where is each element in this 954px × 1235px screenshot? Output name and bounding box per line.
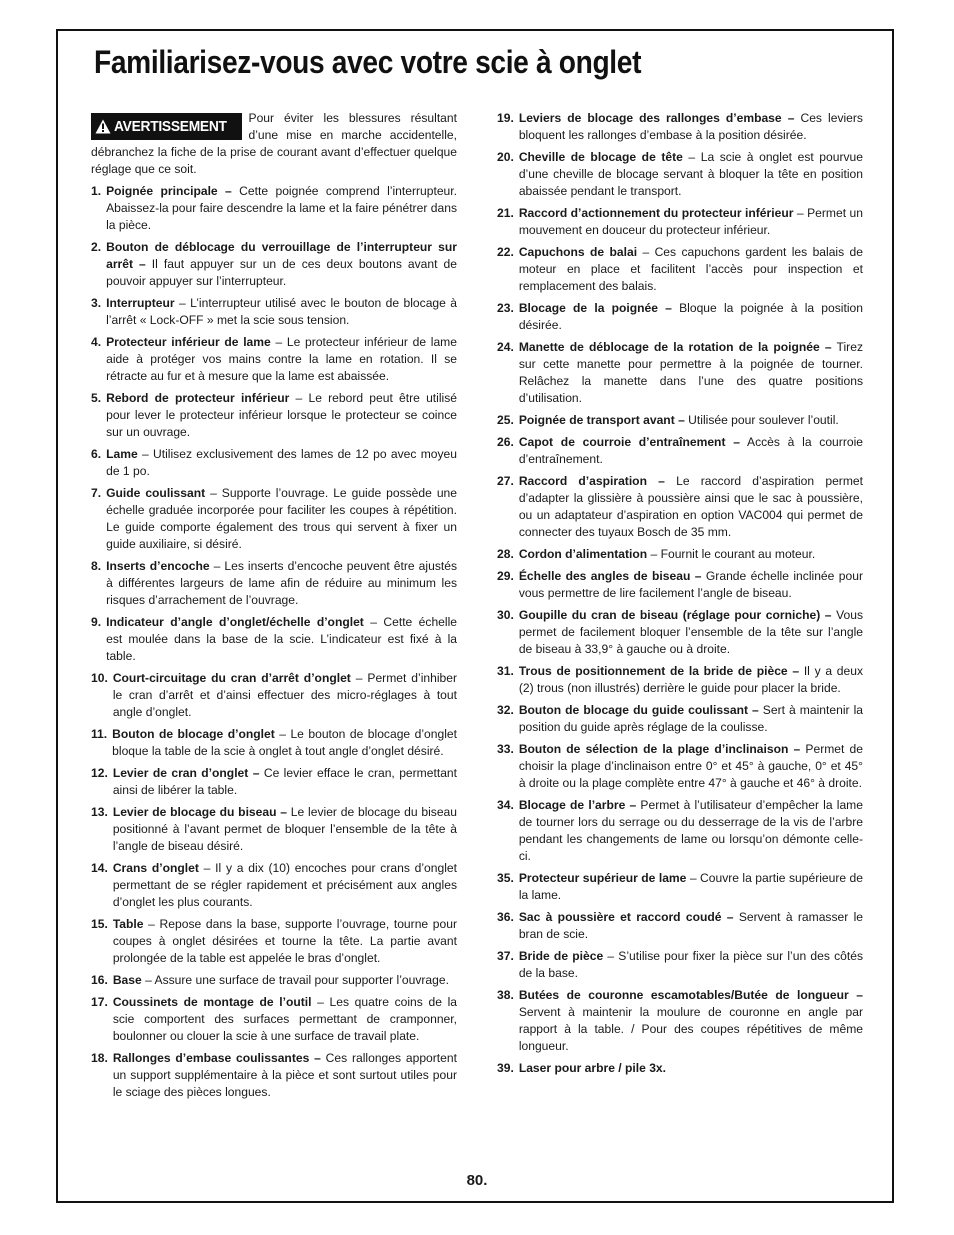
item-body [106,485,457,553]
parts-list-right [497,110,863,1077]
item-description: Bloque la poignée à la position désirée. [518,301,863,332]
parts-list-item [497,300,863,334]
item-body [106,295,457,329]
item-body [113,1050,457,1101]
item-term: Coussinets de montage de l’outil [112,995,312,1009]
item-number: 35. [497,871,514,885]
item-term: Rallonges d’embase coulissantes – [112,1051,321,1065]
item-body [519,244,863,295]
item-term: Protecteur inférieur de lame [106,335,271,349]
parts-list-item [497,149,863,200]
item-term: Bouton de blocage d’onglet [112,727,275,741]
item-term: Butées de couronne escamotables/Butée de longueur – [518,988,863,1002]
item-description: Le levier de blocage du biseau positionné à l’avant permet de bloquer l’ensemble de la tête à l’angle de biseau désiré. [112,805,457,853]
item-number: 3. [91,296,102,310]
item-description: – Les quatre coins de la scie comportent des surfaces permettant de cramponner, boulonner ou clouer la scie à une surface de travail plate. [112,995,457,1043]
item-number: 32. [497,703,514,717]
item-term: Capuchons de balai [518,245,638,259]
warning-badge-label: AVERTISSEMENT [114,118,227,135]
parts-list-item [497,797,863,865]
item-term: Rebord de protecteur inférieur [106,391,290,405]
item-number: 10. [91,671,108,685]
item-number: 18. [91,1051,108,1065]
parts-list-item [91,972,457,989]
item-description: – Repose dans la base, supporte l’ouvrage, tourne pour coupes à onglet désirées et tourne la tête. La partie avant prolongée de la table est appelée le bras d’onglet. [112,917,457,965]
parts-list-item [91,1050,457,1101]
item-term: Lame [106,447,138,461]
warning-paragraph [91,110,457,178]
parts-list-item [91,726,457,760]
item-body [106,390,457,441]
item-term: Blocage de l’arbre – [518,798,637,812]
item-body [113,994,457,1045]
item-description: Vous permet de facilement bloquer l’ensemble de la tête sur l’angle de biseau à 33,9° à gauche ou à droite. [518,608,863,656]
item-number: 17. [91,995,108,1009]
item-term: Bride de pièce [518,949,604,963]
item-description: Permet de choisir la plage d’inclinaison entre 0° et 45° à gauche, 0° et 45° à droite ou la plage complète entre 47° à gauche et 46° à droite. [518,742,864,790]
parts-list-item [497,412,863,429]
item-number: 19. [497,111,514,125]
item-number: 22. [497,245,514,259]
item-number: 39. [497,1061,514,1075]
item-body [519,300,863,334]
item-description: Grande échelle inclinée pour vous permettre de lire facilement l’angle de biseau. [518,569,863,600]
warning-badge [91,113,242,140]
parts-list-item [497,987,863,1055]
parts-list-item [497,244,863,295]
item-body [519,797,863,865]
parts-list-item [497,663,863,697]
parts-list-item [497,339,863,407]
item-description: – L’interrupteur utilisé avec le bouton de blocage à l’arrêt « Lock-OFF » met la scie sous tension. [106,296,457,327]
item-number: 26. [497,435,514,449]
item-term: Échelle des angles de biseau – [518,569,702,583]
item-description: Le raccord d’aspiration permet d’adapter la glissière à poussière ainsi que le sac à poussière, ou un adaptateur d’aspiration en option VAC004 qui permet de connecter des tuyaux Bosch de 35 mm. [518,474,863,539]
item-description: Il faut appuyer sur un de ces deux boutons avant de pouvoir appuyer sur l’interrupteur. [106,257,457,288]
item-description: Ces leviers bloquent les rallonges d’embase à la position désirée. [518,111,863,142]
parts-list-item [497,473,863,541]
item-body [519,473,863,541]
item-body [519,741,863,792]
item-number: 21. [497,206,514,220]
item-description: – Le protecteur inférieur de lame aide à protéger vos mains contre la lame en rotation. Il se rétracte au fur et à mesure que la lame est abaissée. [106,335,457,383]
item-description: – Les inserts d’encoche peuvent être ajustés à différentes largeurs de lame afin de réduire au minimum les risques d’arrachement de l’ouvrage. [106,559,457,607]
item-number: 38. [497,988,514,1002]
item-description: – Couvre la partie supérieure de la lame. [518,871,863,902]
parts-list-item [91,916,457,967]
parts-list-item [497,870,863,904]
item-body [106,239,457,290]
item-description: – Fournit le courant au moteur. [647,547,816,561]
item-description: – Permet d’inhiber le cran d’arrêt et d’ainsi effectuer des micro-réglages à tout angle d’onglet. [112,671,457,719]
item-description: – Cette échelle est moulée dans la base de la scie. L’indicateur est fixé à la table. [106,615,457,663]
parts-list-item [91,183,457,234]
item-body [113,860,457,911]
item-term: Trous de positionnement de la bride de pièce – [518,664,800,678]
item-description: – La scie à onglet est pourvue d’une cheville de blocage servant à bloquer la tête en position abaissée pendant le transport. [518,150,863,198]
item-body [106,334,457,385]
item-number: 34. [497,798,514,812]
item-body [519,702,863,736]
parts-list-item [91,485,457,553]
item-description: – Permet un mouvement en douceur du protecteur inférieur. [518,206,863,237]
item-number: 33. [497,742,514,756]
item-description: – Le rebord peut être utilisé pour lever le protecteur inférieur lorsque le protecteur se coince sur un ouvrage. [106,391,457,439]
item-number: 8. [91,559,102,573]
item-description: Permet à l’utilisateur d’empêcher la lame de tourner lors du serrage ou du desserrage de la vis de l’arbre pendant les changements de lame ou lorsqu’on démonte celle-ci. [518,798,863,863]
parts-list-item [497,110,863,144]
item-description: Il y a deux (2) trous (non illustrés) derrière le guide pour placer la bride. [518,664,863,695]
item-term: Bouton de sélection de la plage d’inclinaison – [518,742,801,756]
item-term: Cheville de blocage de tête [518,150,683,164]
item-number: 13. [91,805,108,819]
parts-list-item [91,390,457,441]
item-description: – S’utilise pour fixer la pièce sur l’un des côtés de la base. [518,949,863,980]
item-description: – Utilisez exclusivement des lames de 12 po avec moyeu de 1 po. [106,447,457,478]
item-number: 7. [91,486,102,500]
page-title: Familiarisez-vous avec votre scie à onglet [94,44,642,80]
item-description: – Il y a dix (10) encoches pour crans d’onglet permettant de se régler rapidement et précisément aux angles d’onglet les plus courants. [112,861,457,909]
item-number: 1. [91,184,102,198]
item-term: Court-circuitage du cran d’arrêt d’onglet [112,671,351,685]
item-description: – Supporte l’ouvrage. Le guide possède une échelle graduée incorporée pour faciliter les coupes à répétition. Le guide comporte également des trous qui servent à fixer un guide auxiliaire, si désiré. [106,486,457,551]
item-description: – Assure une surface de travail pour supporter l’ouvrage. [141,973,449,987]
parts-list-item [497,741,863,792]
item-number: 24. [497,340,514,354]
item-number: 25. [497,413,514,427]
item-body [106,183,457,234]
parts-list-item [497,434,863,468]
item-number: 28. [497,547,514,561]
parts-list-item [497,1060,863,1077]
item-term: Levier de cran d’onglet – [112,766,260,780]
item-term: Manette de déblocage de la rotation de la poignée – [518,340,832,354]
item-number: 37. [497,949,514,963]
item-body [112,726,457,760]
item-number: 4. [91,335,102,349]
item-number: 29. [497,569,514,583]
item-number: 12. [91,766,108,780]
item-term: Base [112,973,142,987]
item-description: Cette poignée comprend l’interrupteur. Abaissez-la pour faire descendre la lame et la faire pénétrer dans la pièce. [106,184,457,232]
item-description: Accès à la courroie d’entraînement. [518,435,863,466]
item-body [519,546,863,563]
item-body [113,972,457,989]
item-number: 20. [497,150,514,164]
item-description: Servent à maintenir la moulure de couronne en angle par rapport à la table. / Pour des coupes répétitives de même longueur. [518,1005,863,1053]
parts-list-item [91,614,457,665]
item-body [519,607,863,658]
parts-list-item [497,948,863,982]
parts-list-item [91,446,457,480]
item-term: Cordon d’alimentation [518,547,648,561]
item-number: 5. [91,391,102,405]
item-term: Poignée principale – [106,184,232,198]
item-term: Leviers de blocage des rallonges d’embase – [518,111,795,125]
parts-list-left [91,183,457,1101]
parts-list-item [497,205,863,239]
parts-list-item [497,546,863,563]
left-column [91,110,457,1106]
item-term: Indicateur d’angle d’onglet/échelle d’onglet [106,615,364,629]
item-body [519,568,863,602]
parts-list-item [497,607,863,658]
item-term: Capot de courroie d’entraînement – [518,435,740,449]
item-body [106,446,457,480]
item-term: Poignée de transport avant – [518,413,685,427]
item-body [519,412,863,429]
item-number: 15. [91,917,108,931]
item-description: – Le bouton de blocage d’onglet bloque la table de la scie à onglet à tout angle d’onglet désiré. [112,727,457,758]
item-body [106,558,457,609]
item-number: 14. [91,861,108,875]
item-body [519,339,863,407]
warning-text: Pour éviter les blessures résultant d’une mise en marche accidentelle, débranchez la fiche de la prise de courant avant d’effectuer quelque réglage que ce soit. [91,111,457,176]
item-description: Tirez sur cette manette pour permettre à la poignée de tourner. Relâchez la manette dans l’une des quatre positions d’utilisation. [518,340,863,405]
item-term: Blocage de la poignée – [518,301,672,315]
item-term: Raccord d’actionnement du protecteur inférieur [518,206,794,220]
item-body [519,909,863,943]
item-body [113,670,457,721]
item-body [519,987,863,1055]
item-body [519,948,863,982]
item-body [519,663,863,697]
parts-list-item [497,909,863,943]
parts-list-item [91,558,457,609]
item-description: – Ces capuchons gardent les balais de moteur en place et facilitent l’accès pour inspection et remplacement des balais. [518,245,863,293]
item-term: Guide coulissant [106,486,206,500]
parts-list-item [91,994,457,1045]
warning-triangle-icon [95,119,111,134]
parts-list-item [497,568,863,602]
item-number: 23. [497,301,514,315]
item-term: Crans d’onglet [112,861,199,875]
item-body [519,110,863,144]
item-number: 27. [497,474,514,488]
item-term: Bouton de blocage du guide coulissant – [518,703,759,717]
item-description: Ces rallonges apportent un support supplémentaire à la pièce et sont surtout utiles pour le sciage des pièces longues. [112,1051,457,1099]
item-number: 36. [497,910,514,924]
item-description: Sert à maintenir la position du guide après réglage de la coulisse. [518,703,863,734]
item-description: Servent à ramasser le bran de scie. [518,910,863,941]
parts-list-item [91,239,457,290]
parts-list-item [497,702,863,736]
item-body [113,804,457,855]
right-column [497,110,863,1082]
item-term: Interrupteur [106,296,175,310]
item-number: 11. [91,727,108,741]
item-body [106,614,457,665]
item-number: 31. [497,664,514,678]
item-description: Ce levier efface le cran, permettant ainsi de libérer la table. [112,766,458,797]
item-term: Table [112,917,144,931]
item-term: Laser pour arbre / pile 3x. [518,1061,667,1075]
parts-list-item [91,295,457,329]
item-term: Raccord d’aspiration – [518,474,665,488]
item-term: Levier de blocage du biseau – [112,805,288,819]
page-number: 80. [466,1172,488,1189]
item-number: 2. [91,240,102,254]
item-body [113,916,457,967]
item-number: 30. [497,608,514,622]
parts-list-item [91,765,457,799]
item-number: 6. [91,447,102,461]
item-body [519,149,863,200]
item-body [113,765,457,799]
item-body [519,870,863,904]
item-body [519,1060,863,1077]
item-body [519,434,863,468]
item-term: Bouton de déblocage du verrouillage de l’interrupteur sur arrêt – [106,240,457,271]
item-number: 9. [91,615,102,629]
item-number: 16. [91,973,108,987]
parts-list-item [91,670,457,721]
parts-list-item [91,804,457,855]
parts-list-item [91,334,457,385]
item-term: Sac à poussière et raccord coudé – [518,910,734,924]
item-description: Utilisée pour soulever l’outil. [684,413,839,427]
item-body [519,205,863,239]
parts-list-item [91,860,457,911]
item-term: Goupille du cran de biseau (réglage pour corniche) – [518,608,832,622]
item-term: Inserts d’encoche [106,559,210,573]
item-term: Protecteur supérieur de lame [518,871,687,885]
